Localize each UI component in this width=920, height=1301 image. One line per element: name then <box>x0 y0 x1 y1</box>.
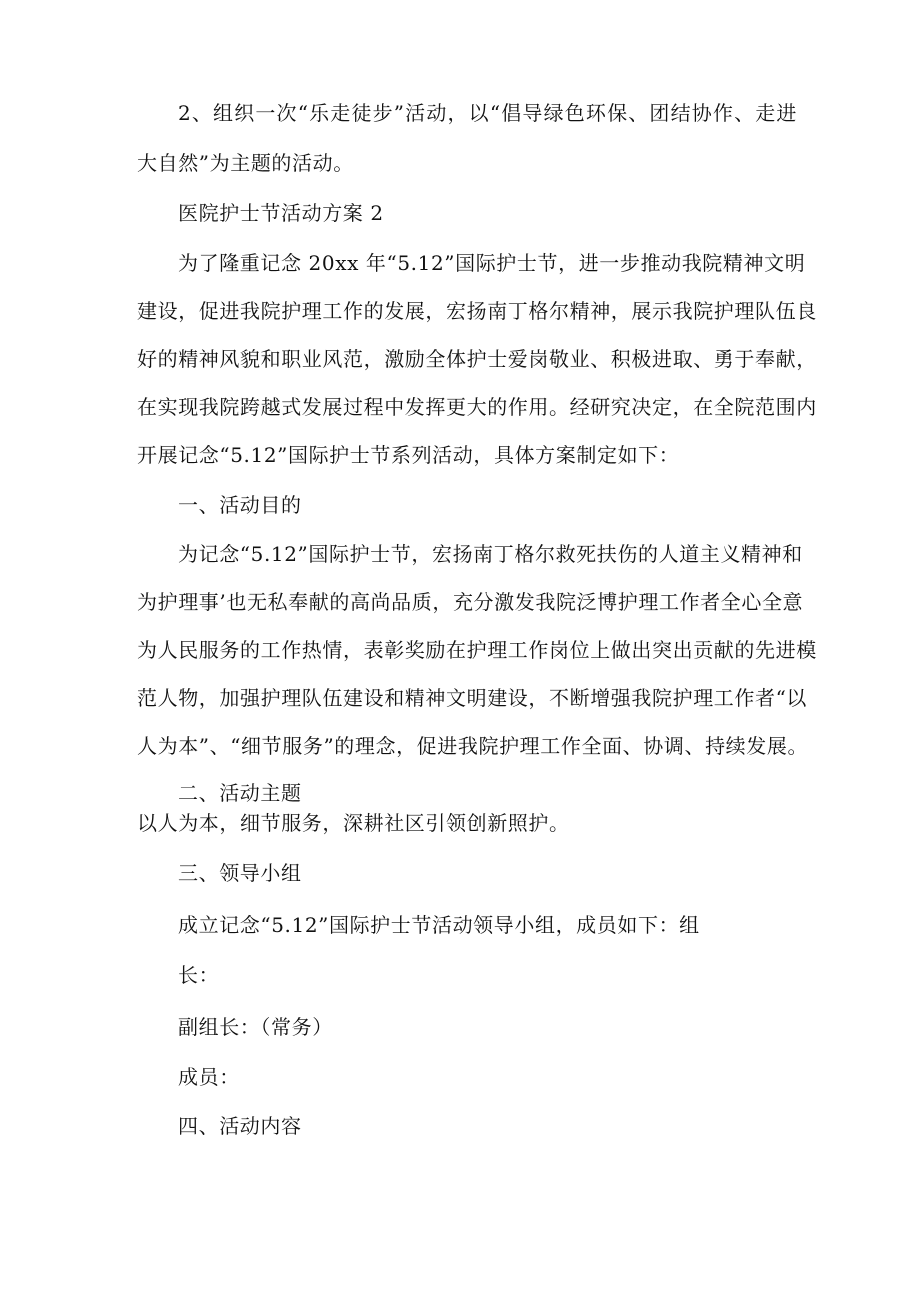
item2-line-2: 大自然”为主题的活动。 <box>137 151 354 175</box>
section1-line-1: 为记念“5.12”国际护士节，宏扬南丁格尔救死扶伤的人道主义精神和 <box>178 542 803 566</box>
section3-leader: 长： <box>178 963 220 987</box>
section4-heading: 四、活动内容 <box>178 1114 302 1138</box>
section1-heading: 一、活动目的 <box>178 493 302 517</box>
section1-line-5: 人为本”、“细节服务”的理念，促进我院护理工作全面、协调、持续发展。 <box>137 734 809 758</box>
section3-deputy: 副组长：（常务） <box>178 1015 333 1039</box>
section3-intro: 成立记念“5.12”国际护士节活动领导小组，成员如下：组 <box>178 913 700 937</box>
intro-line-4: 在实现我院跨越式发展过程中发挥更大的作用。经研究决定，在全院范围内 <box>137 395 817 419</box>
intro-line-3: 好的精神风貌和职业风范，激励全体护士爱岗敬业、积极进取、勇于奉献， <box>137 347 817 371</box>
section2-heading: 二、活动主题 <box>178 781 302 805</box>
section1-line-2: 为护理事’也无私奉献的高尚品质，充分激发我院泛博护理工作者全心全意 <box>137 590 804 614</box>
item2-line-1: 2、组织一次“乐走徒步”活动，以“倡导绿色环保、团结协作、走进 <box>178 101 797 125</box>
section3-heading: 三、领导小组 <box>178 861 302 885</box>
section2-text: 以人为本，细节服务，深耕社区引领创新照护。 <box>137 811 570 835</box>
section1-line-3: 为人民服务的工作热情，表彰奖励在护理工作岗位上做出突出贡献的先进模 <box>137 638 817 662</box>
plan2-title: 医院护士节活动方案 2 <box>178 201 384 225</box>
intro-line-2: 建设，促进我院护理工作的发展，宏扬南丁格尔精神，展示我院护理队伍良 <box>137 299 817 323</box>
intro-line-1: 为了隆重记念 20xx 年“5.12”国际护士节，进一步推动我院精神文明 <box>178 251 806 275</box>
section1-line-4: 范人物，加强护理队伍建设和精神文明建设，不断增强我院护理工作者“以 <box>137 686 808 710</box>
section3-members: 成员： <box>178 1065 240 1089</box>
intro-line-5: 开展记念“5.12”国际护士节系列活动，具体方案制定如下： <box>137 443 680 467</box>
